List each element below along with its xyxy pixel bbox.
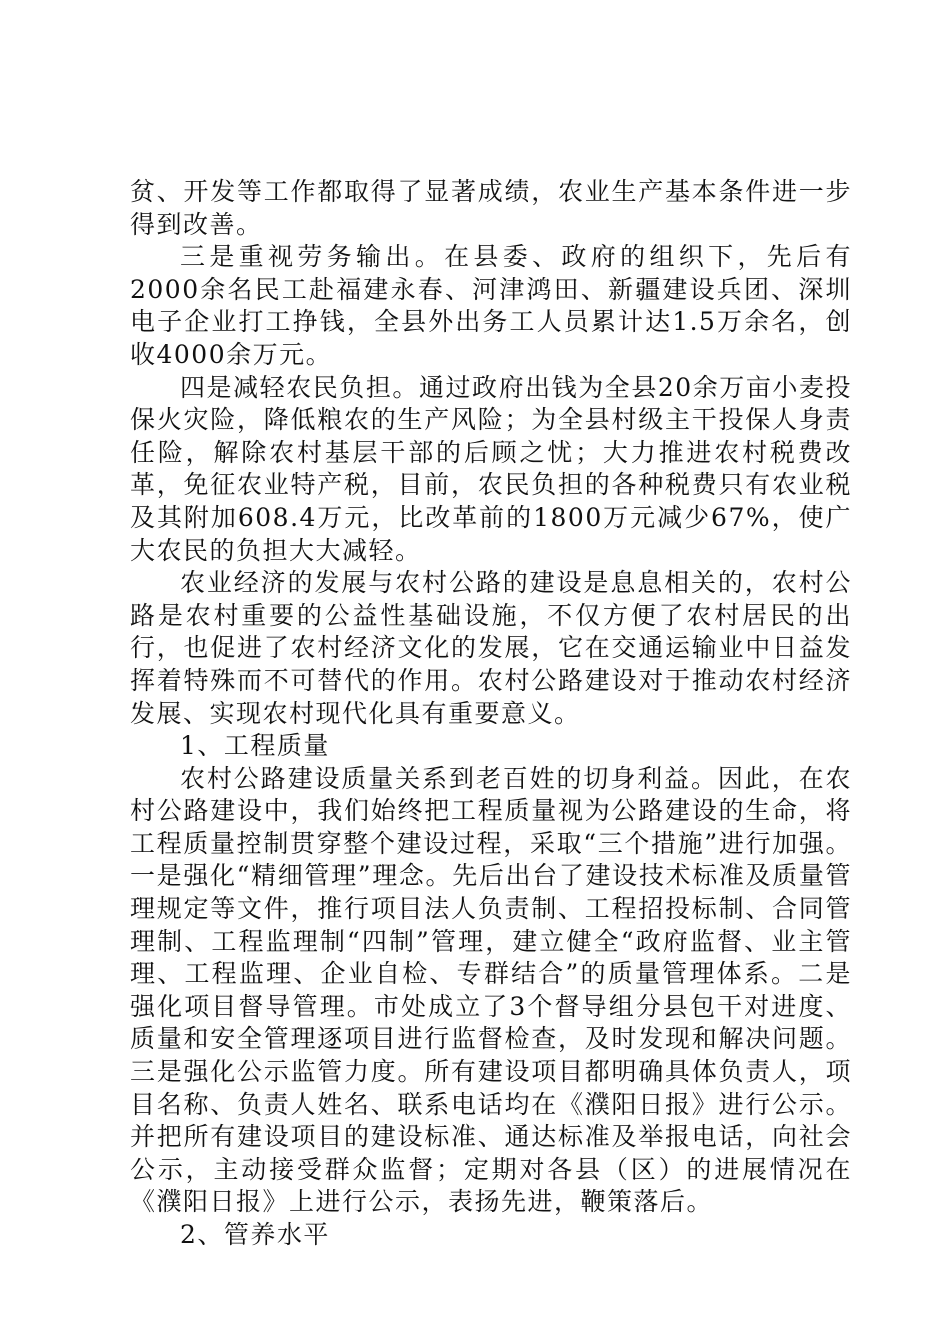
section-heading-engineering-quality: 1、工程质量	[180, 731, 330, 761]
document-body	[130, 176, 852, 1252]
section-heading-maintenance-level: 2、管养水平	[180, 1220, 330, 1249]
paragraph-labor-export: 三是重视劳务输出。在县委、政府的组织下，先后有2000余名民工赴福建永春、河津鸿田、新疆建设兵团、深圳电子企业打工挣钱，全县外出务工人员累计达1.5万余名，创收4000余万元。	[130, 242, 852, 369]
continuation-paragraph: 贫、开发等工作都取得了显著成绩，农业生产基本条件进一步得到改善。	[130, 177, 852, 239]
paragraph-reduce-burden: 四是减轻农民负担。通过政府出钱为全县20余万亩小麦投保火灾险，降低粮农的生产风险；为全县村级主干投保人身责任险，解除农村基层干部的后顾之忧；大力推进农村税费改革，免征农业特产税，目前，农民负担的各种税费只有农业税及其附加608.4万元，比改革前的1800万元减少67%，使广大农民的负担大大减轻。	[130, 372, 852, 565]
paragraph-rural-roads: 农业经济的发展与农村公路的建设是息息相关的，农村公路是农村重要的公益性基础设施，不仅方便了农村居民的出行，也促进了农村经济文化的发展，它在交通运输业中日益发挥着特殊而不可替代的作用。农村公路建设对于推动农村经济发展、实现农村现代化具有重要意义。	[130, 568, 852, 728]
paragraph-quality-measures: 农村公路建设质量关系到老百姓的切身利益。因此，在农村公路建设中，我们始终把工程质量视为公路建设的生命，将工程质量控制贯穿整个建设过程，采取“三个措施”进行加强。一是强化“精细管理”理念。先后出台了建设技术标准及质量管理规定等文件，推行项目法人负责制、工程招投标制、合同管理制、工程监理制“四制”管理，建立健全“政府监督、业主管理、工程监理、企业自检、专群结合”的质量管理体系。二是强化项目督导管理。市处成立了3个督导组分县包干对进度、质量和安全管理逐项目进行监督检查，及时发现和解决问题。三是强化公示监管力度。所有建设项目都明确具体负责人，项目名称、负责人姓名、联系电话均在《濮阳日报》进行公示。并把所有建设项目的建设标准、通达标准及举报电话，向社会公示，主动接受群众监督；定期对各县（区）的进展情况在《濮阳日报》上进行公示，表扬先进，鞭策落后。	[130, 763, 852, 1217]
